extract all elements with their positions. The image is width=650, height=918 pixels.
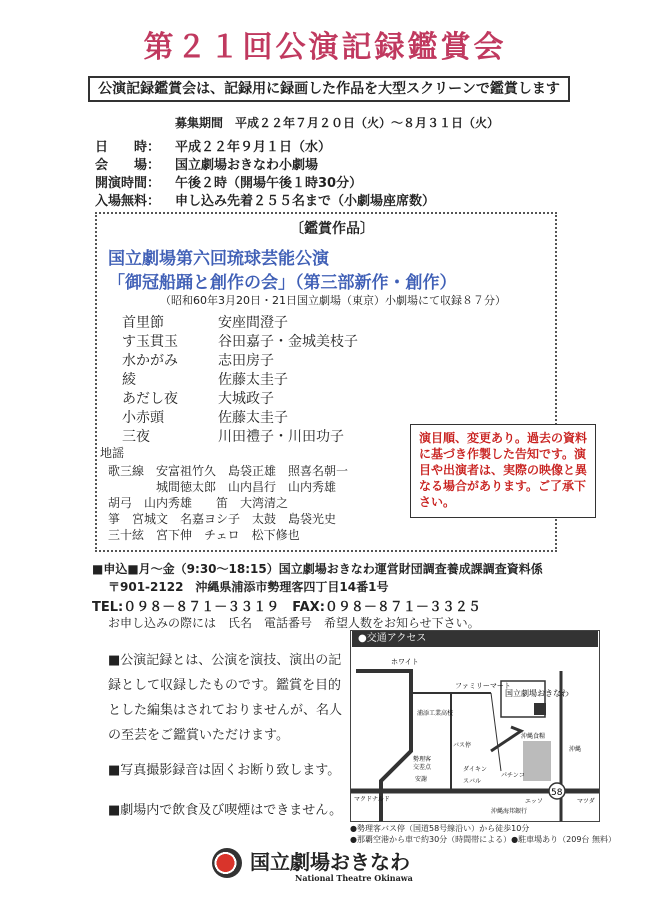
- piece-name: す玉貫玉: [122, 334, 178, 350]
- jikata-line: 三十絃 宮下伸 チェロ 松下修也: [108, 528, 300, 542]
- program-subtitle: 「御冠船踊と創作の会」（第三部新作・創作）: [108, 273, 457, 293]
- parking-icon: [534, 703, 546, 715]
- map-label: ファミリーマート: [455, 682, 511, 690]
- route-number: 58: [551, 788, 563, 798]
- map-label: マクドナルド: [354, 796, 390, 803]
- piece-row: [122, 426, 344, 446]
- apply-address: 〒901-2122 沖縄県浦添市勢理客四丁目14番1号: [108, 580, 389, 594]
- piece-name: あだし夜: [122, 391, 178, 407]
- info-value: 平成２２年９月１日（水）: [175, 140, 332, 155]
- piece-name: 首里節: [122, 315, 164, 331]
- no-photo-notice: ■写真撮影録音は固くお断り致します。: [108, 763, 341, 778]
- map-label: 沖縄食糧: [521, 733, 546, 740]
- logo-english: National Theatre Okinawa: [295, 873, 413, 883]
- intro-banner: 公演記録鑑賞会は、記録用に録画した作品を大型スクリーンで鑑賞します: [88, 76, 570, 102]
- apply-phone: TEL:０９８－８７１－３３１９ FAX:０９８－８７１－３３２５: [92, 600, 481, 615]
- piece-performers: 志田房子: [218, 353, 274, 369]
- theatre-label: 国立劇場おきなわ: [505, 689, 569, 698]
- program-title: 国立劇場第六回琉球芸能公演: [108, 249, 329, 269]
- recording-info: （昭和60年3月20日・21日国立劇場（東京）小劇場にて収録８７分）: [160, 294, 506, 307]
- info-value: 申し込み先着２５５名まで（小劇場座席数）: [175, 194, 436, 209]
- map-label: 交差点: [413, 764, 432, 771]
- piece-name: 綾: [122, 372, 136, 388]
- jikata-line: 歌三線 安富祖竹久 島袋正雄 照喜名朝一: [108, 464, 349, 478]
- piece-performers: 安座間澄子: [218, 315, 288, 331]
- piece-row: [122, 331, 358, 351]
- piece-row: [122, 407, 288, 427]
- apply-hours: ■申込■月～金（9:30～18:15）国立劇場おきなわ運営財団調査養成課調査資料係: [92, 562, 543, 576]
- jikata-line: 城間徳太郎 山内昌行 山内秀雄: [108, 480, 337, 494]
- piece-row: [122, 369, 288, 389]
- map-label: 沖縄: [569, 746, 582, 753]
- piece-name: 水かがみ: [122, 353, 178, 369]
- recording-explanation: ■公演記録とは、公演を演技、演出の記録として収録したものです。鑑賞を目的とした編集はされておりませんが、名人の至芸をご鑑賞いただけます。: [108, 653, 343, 743]
- info-admission: [95, 190, 435, 209]
- map-label: スバル: [463, 778, 482, 785]
- page-title: 第２１回公演記録鑑賞会: [143, 30, 507, 65]
- application-period: 募集期間 平成２２年７月２０日（火）～８月３１日（火）: [175, 116, 500, 130]
- info-label: 会 場：: [95, 158, 161, 173]
- logo-name: 国立劇場おきなわ: [250, 850, 410, 874]
- map-label: 勢理客: [413, 756, 432, 763]
- map-drawing: [351, 631, 599, 821]
- info-value: 国立劇場おきなわ小劇場: [175, 158, 319, 173]
- piece-row: [122, 388, 274, 408]
- info-label: 入場無料：: [95, 194, 161, 209]
- map-label: ダイキン: [463, 766, 487, 773]
- info-label: 日 時：: [95, 140, 161, 155]
- info-date: [95, 136, 331, 155]
- map-label: マツダ: [577, 798, 595, 805]
- piece-performers: 大城政子: [218, 391, 274, 407]
- piece-row: [122, 350, 274, 370]
- map-label: 沖縄海邦銀行: [491, 808, 528, 815]
- access-map: [350, 630, 600, 822]
- map-label: エッソ: [525, 798, 543, 805]
- info-venue: [95, 154, 318, 173]
- access-car: ●那覇空港から車で約30分（時間帯による）●駐車場あり（209台 無料）: [350, 835, 616, 844]
- access-bus: ●勢理客バス停（国道58号線沿い）から徒歩10分: [350, 824, 530, 833]
- change-notice: 演目順、変更あり。過去の資料に基づき作製した告知です。演目や出演者は、実際の映像と異なる場合があります。ご了承下さい。: [410, 424, 596, 518]
- piece-row: [122, 312, 288, 332]
- info-value: 午後２時（開場午後１時30分）: [175, 176, 363, 191]
- piece-name: 小赤頭: [122, 410, 164, 426]
- works-heading: 〔鑑賞作品〕: [290, 221, 374, 237]
- jikata-line: 箏 宮城文 名嘉ヨシ子 太鼓 島袋光史: [108, 512, 337, 526]
- jikata-line: 胡弓 山内秀雄 笛 大湾清之: [108, 496, 289, 510]
- map-heading: ●交通アクセス: [352, 631, 598, 647]
- apply-instructions: お申し込みの際には 氏名 電話番号 希望人数をお知らせ下さい。: [108, 616, 480, 630]
- map-label: パチンコ: [501, 772, 525, 779]
- map-label: バス停: [453, 742, 472, 749]
- piece-name: 三夜: [122, 429, 150, 445]
- okinawa-shokuryo-building: [523, 741, 551, 781]
- theatre-logo-icon: [212, 848, 242, 878]
- piece-performers: 佐藤太圭子: [218, 372, 288, 388]
- map-label: 安謝: [415, 776, 428, 783]
- map-label: ホワイト: [391, 658, 419, 666]
- jikata-title: 地謡: [100, 446, 125, 460]
- no-eating-notice: ■劇場内で飲食及び喫煙はできません。: [108, 803, 343, 818]
- piece-performers: 川田禮子・川田功子: [218, 429, 344, 445]
- info-label: 開演時間：: [95, 176, 161, 191]
- piece-performers: 佐藤太圭子: [218, 410, 288, 426]
- piece-performers: 谷田嘉子・金城美枝子: [218, 334, 358, 350]
- info-time: [95, 172, 362, 191]
- map-label: 浦添工業高校: [417, 710, 454, 717]
